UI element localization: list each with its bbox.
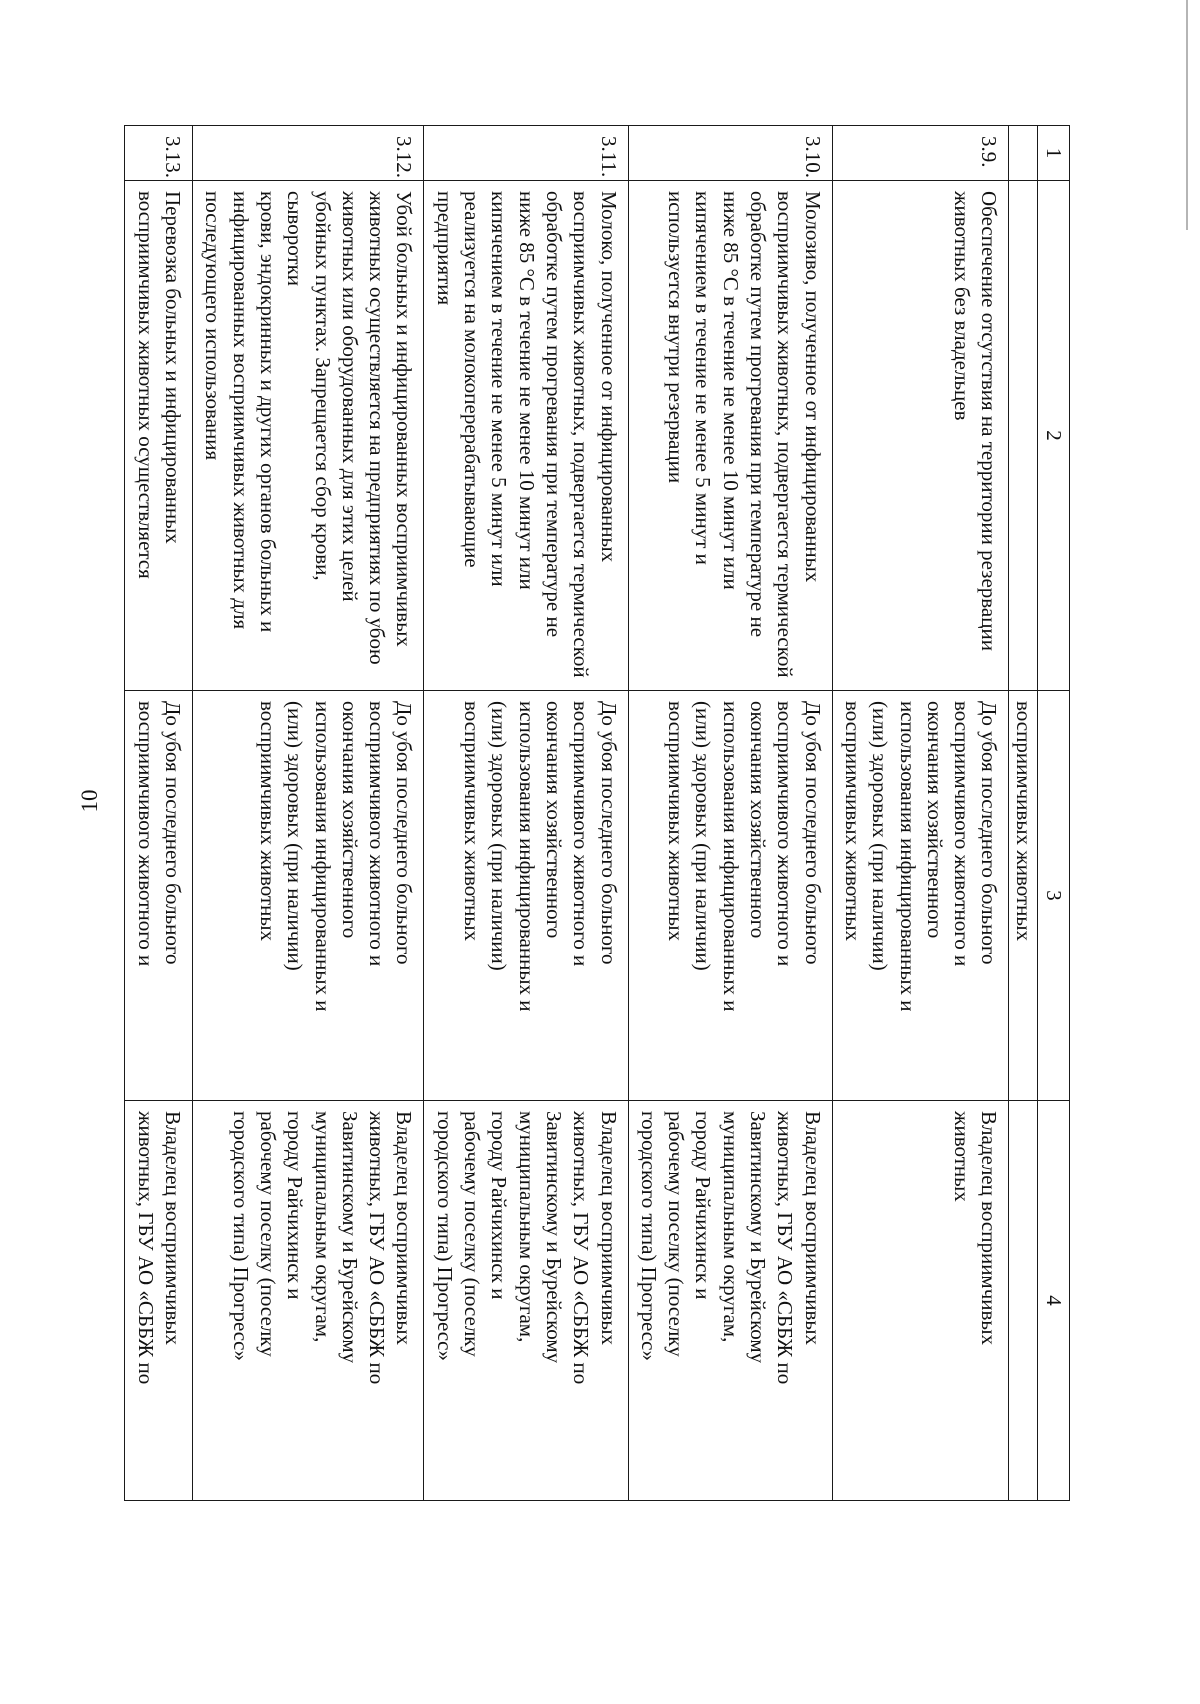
row-term: До убоя последнего больного восприимчивого животного и окончания хозяйственного использования инфицированных и (или) здоровых (при наличии) восприимчивых животных [424,691,628,1101]
continuation-cell-4 [1009,1101,1037,1501]
page-number: 10 [77,789,102,813]
row-responsible: Владелец восприимчивых животных, ГБУ АО «СББЖ по Завитинскому и Бурейскому муниципальным округам, городу Райчихинск и рабочему поселку (поселку городского типа) Прогресс» [628,1101,832,1501]
row-responsible: Владелец восприимчивых животных, ГБУ АО «СББЖ по [125,1101,193,1501]
row-term: До убоя последнего больного восприимчивого животного и [125,691,193,1101]
table-header-row [1037,126,1069,1501]
row-measure: Обеспечение отсутствия на территории резервации животных без владельцев [832,181,1009,691]
table-row [628,126,832,1501]
row-term: До убоя последнего больного восприимчивого животного и окончания хозяйственного использования инфицированных и (или) здоровых (при наличии) восприимчивых животных [832,691,1009,1101]
row-term: До убоя последнего больного восприимчивого животного и окончания хозяйственного использования инфицированных и (или) здоровых (при наличии) восприимчивых животных [628,691,832,1101]
column-header-1: 1 [1037,126,1069,181]
row-responsible: Владелец восприимчивых животных [832,1101,1009,1501]
continuation-cell-2 [1009,181,1037,691]
row-measure: Молоко, полученное от инфицированных восприимчивых животных, подвергается термической обработке путем прогревания при температуре не ниже 85 °С в течение не менее 10 минут или кипячением в течение не менее 5 минут или реализуется на молокоперерабатывающие предприятия [424,181,628,691]
row-number: 3.13. [125,126,193,181]
measures-table [125,125,1071,1501]
row-number: 3.10. [628,126,832,181]
table-row [424,126,628,1501]
row-term: До убоя последнего больного восприимчивого животного и окончания хозяйственного использования инфицированных и (или) здоровых (при наличии) восприимчивых животных [193,691,424,1101]
scan-edge-line [1186,0,1188,230]
row-responsible: Владелец восприимчивых животных, ГБУ АО «СББЖ по Завитинскому и Бурейскому муниципальным округам, городу Райчихинск и рабочему поселку (поселку городского типа) Прогресс» [424,1101,628,1501]
column-header-3: 3 [1037,691,1069,1101]
row-measure: Перевозка больных и инфицированных восприимчивых животных осуществляется [125,181,193,691]
row-number: 3.11. [424,126,628,181]
measures-table-container [133,125,1070,1500]
continuation-row [1009,126,1037,1501]
row-number: 3.12. [193,126,424,181]
column-header-4: 4 [1037,1101,1069,1501]
table-row [832,126,1009,1501]
row-number: 3.9. [832,126,1009,181]
continuation-cell-3: восприимчивых животных [1009,691,1037,1101]
row-responsible: Владелец восприимчивых животных, ГБУ АО «СББЖ по Завитинскому и Бурейскому муниципальным округам, городу Райчихинск и рабочему поселку (поселку городского типа) Прогресс» [193,1101,424,1501]
row-measure: Убой больных и инфицированных восприимчивых животных осуществляется на предприятиях по убою животных или оборудованных для этих целей убойных пунктах. Запрещается сбор крови, сыворотки крови, эндокринных и других органов больных и инфицированных восприимчивых животных для последующего использования [193,181,424,691]
table-row [193,126,424,1501]
row-measure: Молозиво, полученное от инфицированных восприимчивых животных, подвергается термической обработке путем прогревания при температуре не ниже 85 °С в течение не менее 10 минут или кипячением в течение не менее 5 минут и используется внутри резервации [628,181,832,691]
column-header-2: 2 [1037,181,1069,691]
continuation-cell-1 [1009,126,1037,181]
table-row [125,126,193,1501]
